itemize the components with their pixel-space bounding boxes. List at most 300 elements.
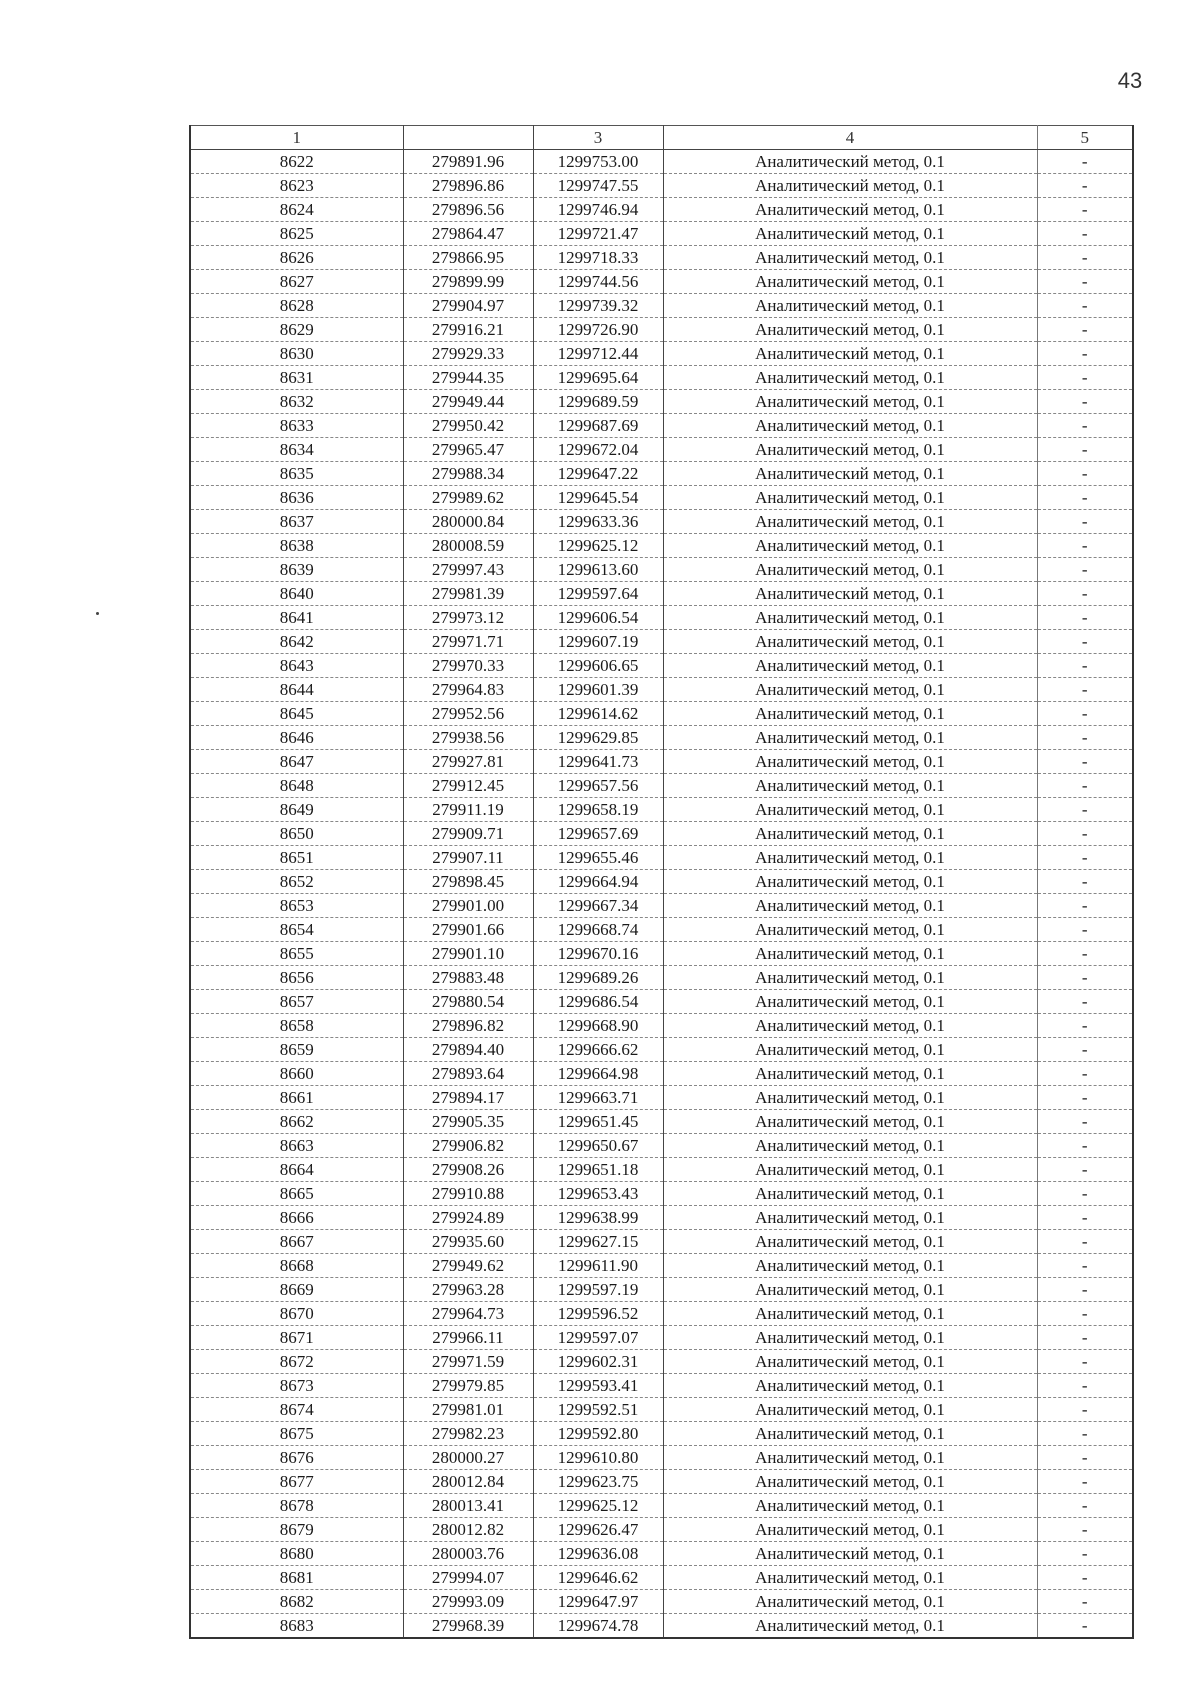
- cell-x: 279981.39: [403, 582, 533, 606]
- cell-method: Аналитический метод, 0.1: [663, 1518, 1037, 1542]
- cell-point-number: 8674: [190, 1398, 403, 1422]
- cell-y: 1299623.75: [533, 1470, 663, 1494]
- cell-point-number: 8637: [190, 510, 403, 534]
- cell-point-number: 8634: [190, 438, 403, 462]
- cell-y: 1299668.74: [533, 918, 663, 942]
- cell-y: 1299596.52: [533, 1302, 663, 1326]
- cell-point-number: 8678: [190, 1494, 403, 1518]
- cell-description: -: [1037, 1110, 1133, 1134]
- table-row: [190, 198, 1133, 222]
- cell-method: Аналитический метод, 0.1: [663, 774, 1037, 798]
- cell-point-number: 8636: [190, 486, 403, 510]
- cell-description: -: [1037, 798, 1133, 822]
- cell-point-number: 8622: [190, 150, 403, 174]
- cell-description: -: [1037, 1470, 1133, 1494]
- cell-x: 280013.41: [403, 1494, 533, 1518]
- cell-x: 279866.95: [403, 246, 533, 270]
- table-row: [190, 534, 1133, 558]
- cell-x: 279994.07: [403, 1566, 533, 1590]
- cell-x: 280008.59: [403, 534, 533, 558]
- cell-x: 279894.17: [403, 1086, 533, 1110]
- cell-point-number: 8654: [190, 918, 403, 942]
- cell-description: -: [1037, 1038, 1133, 1062]
- scan-speck: [96, 612, 99, 615]
- cell-description: -: [1037, 1062, 1133, 1086]
- cell-method: Аналитический метод, 0.1: [663, 1038, 1037, 1062]
- cell-method: Аналитический метод, 0.1: [663, 654, 1037, 678]
- table-row: [190, 606, 1133, 630]
- cell-description: -: [1037, 1350, 1133, 1374]
- table-header-row: [190, 126, 1133, 150]
- cell-method: Аналитический метод, 0.1: [663, 1254, 1037, 1278]
- cell-x: 279927.81: [403, 750, 533, 774]
- cell-method: Аналитический метод, 0.1: [663, 918, 1037, 942]
- cell-y: 1299606.54: [533, 606, 663, 630]
- cell-method: Аналитический метод, 0.1: [663, 294, 1037, 318]
- table-row: [190, 942, 1133, 966]
- cell-point-number: 8630: [190, 342, 403, 366]
- cell-method: Аналитический метод, 0.1: [663, 246, 1037, 270]
- cell-y: 1299695.64: [533, 366, 663, 390]
- cell-point-number: 8680: [190, 1542, 403, 1566]
- table-row: [190, 1086, 1133, 1110]
- table-row: [190, 630, 1133, 654]
- cell-point-number: 8659: [190, 1038, 403, 1062]
- cell-y: 1299625.12: [533, 534, 663, 558]
- cell-description: -: [1037, 486, 1133, 510]
- cell-method: Аналитический метод, 0.1: [663, 1206, 1037, 1230]
- cell-description: -: [1037, 390, 1133, 414]
- cell-point-number: 8648: [190, 774, 403, 798]
- cell-point-number: 8633: [190, 414, 403, 438]
- cell-x: 279912.45: [403, 774, 533, 798]
- cell-description: -: [1037, 846, 1133, 870]
- table-row: [190, 318, 1133, 342]
- cell-y: 1299597.07: [533, 1326, 663, 1350]
- cell-y: 1299667.34: [533, 894, 663, 918]
- table-row: [190, 390, 1133, 414]
- table-row: [190, 1302, 1133, 1326]
- cell-point-number: 8665: [190, 1182, 403, 1206]
- cell-description: -: [1037, 1590, 1133, 1614]
- cell-point-number: 8655: [190, 942, 403, 966]
- cell-method: Аналитический метод, 0.1: [663, 1614, 1037, 1639]
- cell-x: 279907.11: [403, 846, 533, 870]
- cell-x: 279904.97: [403, 294, 533, 318]
- cell-x: 279981.01: [403, 1398, 533, 1422]
- cell-x: 279880.54: [403, 990, 533, 1014]
- table-row: [190, 270, 1133, 294]
- cell-description: -: [1037, 1182, 1133, 1206]
- cell-x: 279901.66: [403, 918, 533, 942]
- cell-description: -: [1037, 318, 1133, 342]
- cell-x: 279988.34: [403, 462, 533, 486]
- cell-y: 1299658.19: [533, 798, 663, 822]
- cell-x: 279968.39: [403, 1614, 533, 1639]
- cell-x: 279952.56: [403, 702, 533, 726]
- cell-y: 1299744.56: [533, 270, 663, 294]
- cell-point-number: 8663: [190, 1134, 403, 1158]
- cell-method: Аналитический метод, 0.1: [663, 414, 1037, 438]
- header-cell-point-number: 1: [190, 126, 403, 150]
- cell-method: Аналитический метод, 0.1: [663, 942, 1037, 966]
- cell-point-number: 8627: [190, 270, 403, 294]
- table-row: [190, 1494, 1133, 1518]
- cell-point-number: 8628: [190, 294, 403, 318]
- cell-method: Аналитический метод, 0.1: [663, 846, 1037, 870]
- cell-description: -: [1037, 918, 1133, 942]
- cell-point-number: 8626: [190, 246, 403, 270]
- cell-x: 279899.99: [403, 270, 533, 294]
- cell-point-number: 8638: [190, 534, 403, 558]
- table-row: [190, 1230, 1133, 1254]
- cell-x: 279973.12: [403, 606, 533, 630]
- table-row: [190, 966, 1133, 990]
- cell-method: Аналитический метод, 0.1: [663, 1374, 1037, 1398]
- cell-method: Аналитический метод, 0.1: [663, 750, 1037, 774]
- cell-point-number: 8660: [190, 1062, 403, 1086]
- cell-point-number: 8681: [190, 1566, 403, 1590]
- cell-x: 279938.56: [403, 726, 533, 750]
- cell-y: 1299606.65: [533, 654, 663, 678]
- cell-y: 1299647.97: [533, 1590, 663, 1614]
- cell-method: Аналитический метод, 0.1: [663, 822, 1037, 846]
- cell-point-number: 8624: [190, 198, 403, 222]
- cell-x: 279898.45: [403, 870, 533, 894]
- cell-point-number: 8677: [190, 1470, 403, 1494]
- cell-y: 1299597.19: [533, 1278, 663, 1302]
- table-row: [190, 654, 1133, 678]
- cell-x: 279916.21: [403, 318, 533, 342]
- cell-y: 1299712.44: [533, 342, 663, 366]
- cell-y: 1299602.31: [533, 1350, 663, 1374]
- cell-y: 1299633.36: [533, 510, 663, 534]
- cell-description: -: [1037, 246, 1133, 270]
- cell-point-number: 8640: [190, 582, 403, 606]
- cell-description: -: [1037, 198, 1133, 222]
- cell-x: 279909.71: [403, 822, 533, 846]
- cell-method: Аналитический метод, 0.1: [663, 1590, 1037, 1614]
- cell-description: -: [1037, 534, 1133, 558]
- cell-x: 279997.43: [403, 558, 533, 582]
- cell-method: Аналитический метод, 0.1: [663, 462, 1037, 486]
- cell-y: 1299655.46: [533, 846, 663, 870]
- table-row: [190, 990, 1133, 1014]
- cell-method: Аналитический метод, 0.1: [663, 1062, 1037, 1086]
- cell-x: 280000.27: [403, 1446, 533, 1470]
- cell-y: 1299657.56: [533, 774, 663, 798]
- cell-method: Аналитический метод, 0.1: [663, 606, 1037, 630]
- cell-method: Аналитический метод, 0.1: [663, 558, 1037, 582]
- cell-x: 279982.23: [403, 1422, 533, 1446]
- cell-method: Аналитический метод, 0.1: [663, 198, 1037, 222]
- cell-method: Аналитический метод, 0.1: [663, 726, 1037, 750]
- cell-y: 1299626.47: [533, 1518, 663, 1542]
- cell-y: 1299747.55: [533, 174, 663, 198]
- cell-y: 1299651.45: [533, 1110, 663, 1134]
- cell-point-number: 8632: [190, 390, 403, 414]
- cell-method: Аналитический метод, 0.1: [663, 678, 1037, 702]
- cell-description: -: [1037, 1134, 1133, 1158]
- cell-y: 1299726.90: [533, 318, 663, 342]
- cell-y: 1299657.69: [533, 822, 663, 846]
- cell-method: Аналитический метод, 0.1: [663, 222, 1037, 246]
- cell-point-number: 8662: [190, 1110, 403, 1134]
- cell-method: Аналитический метод, 0.1: [663, 894, 1037, 918]
- header-cell-method: 4: [663, 126, 1037, 150]
- coordinates-table: [189, 125, 1134, 1639]
- table-row: [190, 1062, 1133, 1086]
- cell-description: -: [1037, 150, 1133, 174]
- cell-y: 1299627.15: [533, 1230, 663, 1254]
- table-row: [190, 774, 1133, 798]
- table-row: [190, 486, 1133, 510]
- cell-point-number: 8629: [190, 318, 403, 342]
- cell-point-number: 8657: [190, 990, 403, 1014]
- cell-method: Аналитический метод, 0.1: [663, 1230, 1037, 1254]
- cell-description: -: [1037, 726, 1133, 750]
- cell-point-number: 8651: [190, 846, 403, 870]
- cell-x: 280003.76: [403, 1542, 533, 1566]
- cell-method: Аналитический метод, 0.1: [663, 990, 1037, 1014]
- cell-method: Аналитический метод, 0.1: [663, 174, 1037, 198]
- cell-point-number: 8673: [190, 1374, 403, 1398]
- cell-point-number: 8671: [190, 1326, 403, 1350]
- cell-description: -: [1037, 1326, 1133, 1350]
- cell-y: 1299641.73: [533, 750, 663, 774]
- cell-method: Аналитический метод, 0.1: [663, 342, 1037, 366]
- table-row: [190, 726, 1133, 750]
- cell-method: Аналитический метод, 0.1: [663, 510, 1037, 534]
- cell-y: 1299664.94: [533, 870, 663, 894]
- cell-description: -: [1037, 1206, 1133, 1230]
- table-row: [190, 750, 1133, 774]
- table-row: [190, 1614, 1133, 1639]
- table-row: [190, 1446, 1133, 1470]
- cell-method: Аналитический метод, 0.1: [663, 438, 1037, 462]
- cell-x: 279896.82: [403, 1014, 533, 1038]
- cell-x: 279971.71: [403, 630, 533, 654]
- cell-y: 1299646.62: [533, 1566, 663, 1590]
- cell-point-number: 8641: [190, 606, 403, 630]
- cell-description: -: [1037, 462, 1133, 486]
- cell-description: -: [1037, 894, 1133, 918]
- cell-description: -: [1037, 606, 1133, 630]
- table-row: [190, 1542, 1133, 1566]
- cell-description: -: [1037, 942, 1133, 966]
- cell-y: 1299687.69: [533, 414, 663, 438]
- cell-description: -: [1037, 1254, 1133, 1278]
- cell-y: 1299689.26: [533, 966, 663, 990]
- cell-description: -: [1037, 1494, 1133, 1518]
- cell-method: Аналитический метод, 0.1: [663, 534, 1037, 558]
- table-row: [190, 1182, 1133, 1206]
- cell-description: -: [1037, 1230, 1133, 1254]
- cell-point-number: 8672: [190, 1350, 403, 1374]
- cell-x: 280012.82: [403, 1518, 533, 1542]
- cell-description: -: [1037, 270, 1133, 294]
- cell-method: Аналитический метод, 0.1: [663, 582, 1037, 606]
- table-row: [190, 174, 1133, 198]
- table-row: [190, 1350, 1133, 1374]
- table-row: [190, 150, 1133, 174]
- cell-x: 279864.47: [403, 222, 533, 246]
- cell-y: 1299597.64: [533, 582, 663, 606]
- cell-description: -: [1037, 1374, 1133, 1398]
- cell-point-number: 8682: [190, 1590, 403, 1614]
- table-row: [190, 1014, 1133, 1038]
- cell-x: 279993.09: [403, 1590, 533, 1614]
- cell-y: 1299607.19: [533, 630, 663, 654]
- cell-method: Аналитический метод, 0.1: [663, 1134, 1037, 1158]
- cell-method: Аналитический метод, 0.1: [663, 1350, 1037, 1374]
- page-number: 43: [1117, 68, 1143, 93]
- cell-method: Аналитический метод, 0.1: [663, 1158, 1037, 1182]
- table-row: [190, 678, 1133, 702]
- cell-x: 279908.26: [403, 1158, 533, 1182]
- cell-method: Аналитический метод, 0.1: [663, 1542, 1037, 1566]
- cell-x: 279906.82: [403, 1134, 533, 1158]
- cell-x: 279891.96: [403, 150, 533, 174]
- table-row: [190, 918, 1133, 942]
- cell-method: Аналитический метод, 0.1: [663, 150, 1037, 174]
- cell-description: -: [1037, 822, 1133, 846]
- cell-point-number: 8643: [190, 654, 403, 678]
- cell-method: Аналитический метод, 0.1: [663, 870, 1037, 894]
- table-row: [190, 870, 1133, 894]
- cell-x: 279894.40: [403, 1038, 533, 1062]
- header-cell-y: 3: [533, 126, 663, 150]
- cell-x: 279896.56: [403, 198, 533, 222]
- cell-method: Аналитический метод, 0.1: [663, 1014, 1037, 1038]
- cell-method: Аналитический метод, 0.1: [663, 318, 1037, 342]
- cell-point-number: 8652: [190, 870, 403, 894]
- table-row: [190, 1254, 1133, 1278]
- cell-method: Аналитический метод, 0.1: [663, 366, 1037, 390]
- cell-y: 1299638.99: [533, 1206, 663, 1230]
- cell-point-number: 8644: [190, 678, 403, 702]
- cell-point-number: 8667: [190, 1230, 403, 1254]
- cell-description: -: [1037, 1158, 1133, 1182]
- cell-y: 1299650.67: [533, 1134, 663, 1158]
- cell-point-number: 8635: [190, 462, 403, 486]
- cell-description: -: [1037, 750, 1133, 774]
- cell-point-number: 8649: [190, 798, 403, 822]
- cell-x: 279911.19: [403, 798, 533, 822]
- table-row: [190, 1326, 1133, 1350]
- cell-y: 1299614.62: [533, 702, 663, 726]
- cell-x: 279950.42: [403, 414, 533, 438]
- cell-x: 279971.59: [403, 1350, 533, 1374]
- cell-description: -: [1037, 366, 1133, 390]
- table-row: [190, 366, 1133, 390]
- cell-point-number: 8675: [190, 1422, 403, 1446]
- table-row: [190, 1134, 1133, 1158]
- cell-y: 1299686.54: [533, 990, 663, 1014]
- cell-y: 1299651.18: [533, 1158, 663, 1182]
- cell-description: -: [1037, 1422, 1133, 1446]
- table-row: [190, 1206, 1133, 1230]
- cell-method: Аналитический метод, 0.1: [663, 702, 1037, 726]
- cell-y: 1299611.90: [533, 1254, 663, 1278]
- cell-description: -: [1037, 966, 1133, 990]
- table-row: [190, 1278, 1133, 1302]
- cell-point-number: 8639: [190, 558, 403, 582]
- cell-x: 279949.62: [403, 1254, 533, 1278]
- cell-y: 1299629.85: [533, 726, 663, 750]
- cell-point-number: 8679: [190, 1518, 403, 1542]
- cell-y: 1299721.47: [533, 222, 663, 246]
- table-row: [190, 1518, 1133, 1542]
- cell-point-number: 8664: [190, 1158, 403, 1182]
- cell-method: Аналитический метод, 0.1: [663, 1302, 1037, 1326]
- cell-method: Аналитический метод, 0.1: [663, 1182, 1037, 1206]
- cell-description: -: [1037, 582, 1133, 606]
- cell-method: Аналитический метод, 0.1: [663, 270, 1037, 294]
- cell-x: 279910.88: [403, 1182, 533, 1206]
- table-row: [190, 1158, 1133, 1182]
- cell-y: 1299668.90: [533, 1014, 663, 1038]
- cell-y: 1299653.43: [533, 1182, 663, 1206]
- cell-x: 279935.60: [403, 1230, 533, 1254]
- table-row: [190, 414, 1133, 438]
- table-row: [190, 342, 1133, 366]
- cell-y: 1299613.60: [533, 558, 663, 582]
- cell-method: Аналитический метод, 0.1: [663, 1494, 1037, 1518]
- cell-method: Аналитический метод, 0.1: [663, 1398, 1037, 1422]
- cell-x: 279924.89: [403, 1206, 533, 1230]
- cell-point-number: 8642: [190, 630, 403, 654]
- table-row: [190, 222, 1133, 246]
- cell-x: 279966.11: [403, 1326, 533, 1350]
- cell-y: 1299746.94: [533, 198, 663, 222]
- cell-method: Аналитический метод, 0.1: [663, 1446, 1037, 1470]
- cell-description: -: [1037, 1398, 1133, 1422]
- table-row: [190, 1398, 1133, 1422]
- cell-y: 1299670.16: [533, 942, 663, 966]
- table-row: [190, 846, 1133, 870]
- cell-y: 1299672.04: [533, 438, 663, 462]
- table-row: [190, 1374, 1133, 1398]
- cell-description: -: [1037, 1518, 1133, 1542]
- cell-y: 1299610.80: [533, 1446, 663, 1470]
- table-row: [190, 798, 1133, 822]
- cell-point-number: 8676: [190, 1446, 403, 1470]
- cell-y: 1299645.54: [533, 486, 663, 510]
- cell-method: Аналитический метод, 0.1: [663, 798, 1037, 822]
- cell-x: 279970.33: [403, 654, 533, 678]
- cell-point-number: 8653: [190, 894, 403, 918]
- cell-description: -: [1037, 222, 1133, 246]
- cell-method: Аналитический метод, 0.1: [663, 1566, 1037, 1590]
- cell-point-number: 8658: [190, 1014, 403, 1038]
- cell-y: 1299592.80: [533, 1422, 663, 1446]
- cell-description: -: [1037, 1446, 1133, 1470]
- cell-description: -: [1037, 1614, 1133, 1639]
- table-row: [190, 462, 1133, 486]
- cell-method: Аналитический метод, 0.1: [663, 1470, 1037, 1494]
- cell-description: -: [1037, 630, 1133, 654]
- cell-y: 1299718.33: [533, 246, 663, 270]
- cell-x: 279989.62: [403, 486, 533, 510]
- cell-method: Аналитический метод, 0.1: [663, 1422, 1037, 1446]
- table-row: [190, 1038, 1133, 1062]
- cell-description: -: [1037, 1086, 1133, 1110]
- cell-method: Аналитический метод, 0.1: [663, 1326, 1037, 1350]
- cell-description: -: [1037, 774, 1133, 798]
- cell-point-number: 8645: [190, 702, 403, 726]
- cell-x: 279944.35: [403, 366, 533, 390]
